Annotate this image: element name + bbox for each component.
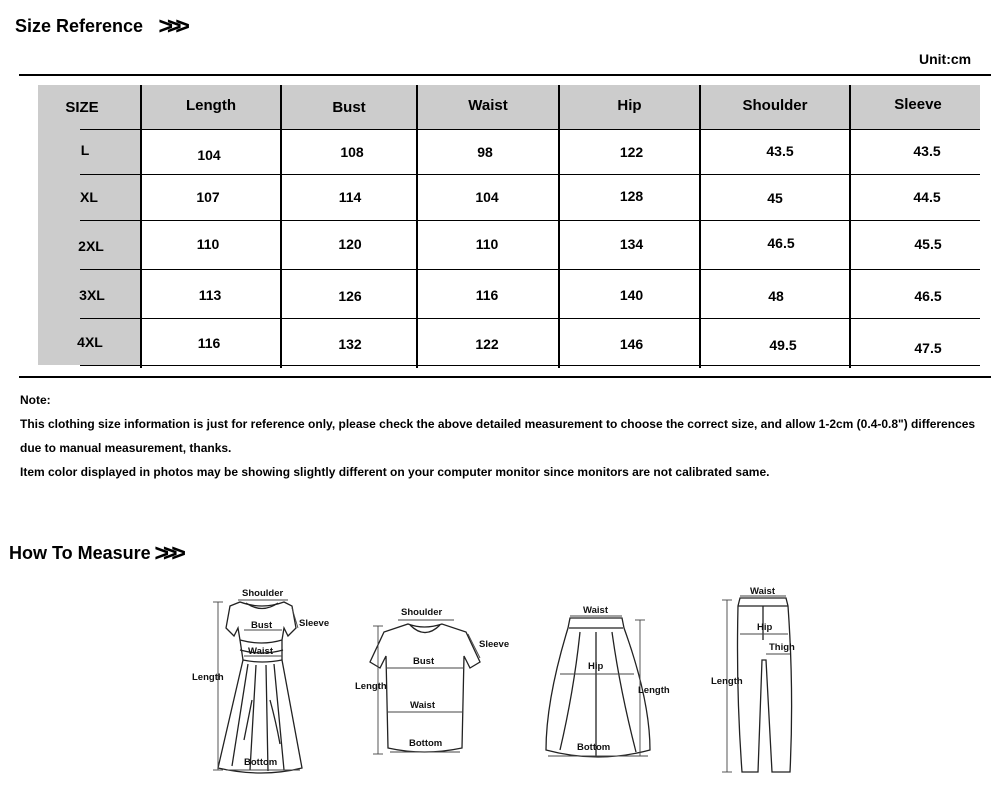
skirt-hip-label: Hip xyxy=(588,661,604,672)
grid-line xyxy=(80,269,980,270)
sleeve-cell: 43.5 xyxy=(913,143,941,159)
waist-cell: 110 xyxy=(475,236,499,252)
length-cell: 110 xyxy=(196,236,220,252)
table-top-rule xyxy=(19,74,991,76)
column-header-bust: Bust xyxy=(332,98,366,116)
tshirt-bust-label: Bust xyxy=(413,656,435,667)
pants-thigh-label: Thigh xyxy=(769,642,795,653)
sleeve-cell: 44.5 xyxy=(913,189,941,205)
dress-diagram xyxy=(192,588,329,773)
tshirt-diagram xyxy=(355,607,509,754)
tshirt-waist-label: Waist xyxy=(410,700,435,711)
waist-cell: 122 xyxy=(475,336,499,352)
note-line: This clothing size information is just for reference only, please check the above detailed measurement to choose the correct size, and allow 1-2cm (0.4-0.8") differences xyxy=(20,417,976,431)
how-to-measure-title: How To Measure xyxy=(9,543,151,563)
bust-cell: 108 xyxy=(340,144,364,160)
size-cell: 2XL xyxy=(78,238,104,254)
measurement-diagrams xyxy=(0,578,1000,800)
size-reference-title: Size Reference xyxy=(15,16,144,36)
size-header: SIZE xyxy=(65,98,99,116)
note-label: Note: xyxy=(20,393,51,407)
length-cell: 116 xyxy=(197,335,221,351)
hip-cell: 146 xyxy=(619,336,644,352)
dress-sleeve-label: Sleeve xyxy=(299,618,330,629)
shoulder-cell: 49.5 xyxy=(769,337,797,353)
size-cell: L xyxy=(80,142,90,158)
column-header-shoulder: Shoulder xyxy=(742,96,808,114)
sleeve-cell: 45.5 xyxy=(914,236,942,252)
length-cell: 104 xyxy=(197,147,221,163)
column-header-length: Length xyxy=(186,96,236,114)
dress-bottom-label: Bottom xyxy=(244,757,278,768)
size-cell: XL xyxy=(80,189,98,205)
pants-hip-label: Hip xyxy=(757,622,773,633)
skirt-bottom-label: Bottom xyxy=(577,742,611,753)
shoulder-cell: 46.5 xyxy=(767,235,795,251)
hip-cell: 128 xyxy=(619,188,644,204)
bust-cell: 132 xyxy=(338,336,362,352)
size-cell: 4XL xyxy=(77,334,103,350)
tshirt-shoulder-label: Shoulder xyxy=(401,607,443,618)
pants-waist-label: Waist xyxy=(750,586,775,597)
grid-line xyxy=(80,365,980,366)
dress-waist-label: Waist xyxy=(248,646,273,657)
pants-length-label: Length xyxy=(711,676,743,687)
sleeve-cell: 46.5 xyxy=(914,288,942,304)
hip-cell: 140 xyxy=(619,287,644,303)
column-header-hip: Hip xyxy=(617,96,642,114)
bust-cell: 120 xyxy=(338,236,362,252)
length-cell: 107 xyxy=(196,189,220,205)
dress-length-label: Length xyxy=(192,672,224,683)
tshirt-length-label: Length xyxy=(355,681,387,692)
waist-cell: 98 xyxy=(477,144,493,160)
shoulder-cell: 43.5 xyxy=(766,143,794,159)
dress-bust-label: Bust xyxy=(251,620,273,631)
dress-shoulder-label: Shoulder xyxy=(242,588,284,599)
grid-line xyxy=(80,174,980,175)
bust-cell: 126 xyxy=(338,288,362,304)
skirt-diagram xyxy=(546,605,670,757)
note-line: Item color displayed in photos may be showing slightly different on your computer monitor since monitors are not calibrated same. xyxy=(20,465,770,479)
shoulder-cell: 48 xyxy=(768,288,784,304)
size-cell: 3XL xyxy=(79,287,105,303)
bust-cell: 114 xyxy=(338,189,362,205)
waist-cell: 104 xyxy=(475,189,499,205)
arrows-icon: >>> xyxy=(154,540,180,567)
grid-line xyxy=(80,318,980,319)
skirt-length-label: Length xyxy=(638,685,670,696)
length-cell: 113 xyxy=(198,287,222,303)
shoulder-cell: 45 xyxy=(767,190,783,206)
sleeve-cell: 47.5 xyxy=(914,340,942,356)
arrows-icon: >>> xyxy=(158,13,184,40)
hip-cell: 134 xyxy=(619,236,644,252)
grid-line xyxy=(80,220,980,221)
unit-label: Unit:cm xyxy=(919,51,972,67)
column-header-waist: Waist xyxy=(468,96,508,114)
table-bottom-rule xyxy=(19,376,991,378)
waist-cell: 116 xyxy=(475,287,499,303)
skirt-waist-label: Waist xyxy=(583,605,608,616)
grid-line xyxy=(80,129,980,130)
tshirt-sleeve-label: Sleeve xyxy=(479,639,510,650)
tshirt-bottom-label: Bottom xyxy=(409,738,443,749)
column-header-sleeve: Sleeve xyxy=(894,95,942,113)
note-line: due to manual measurement, thanks. xyxy=(20,441,232,455)
hip-cell: 122 xyxy=(619,144,644,160)
pants-diagram xyxy=(711,586,795,772)
